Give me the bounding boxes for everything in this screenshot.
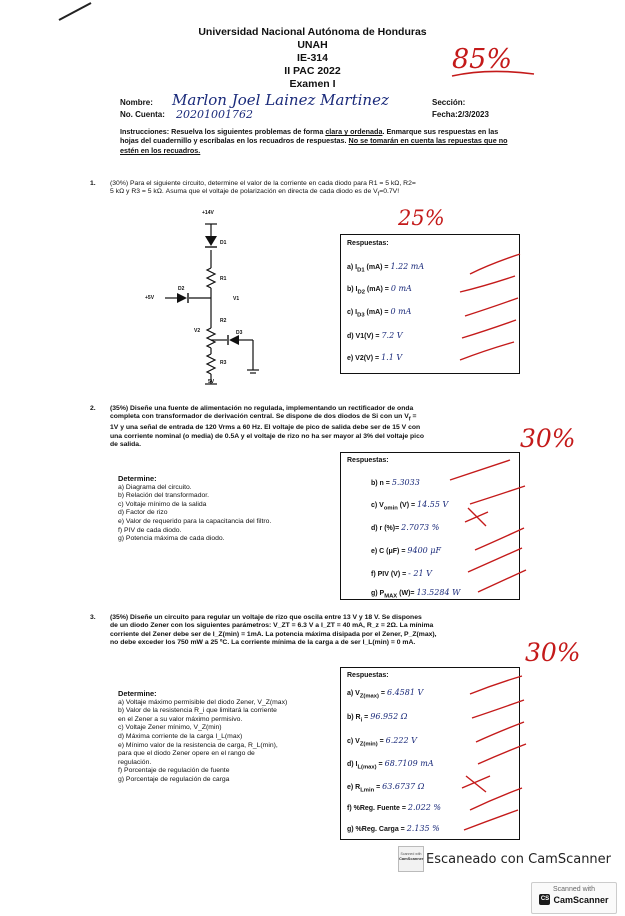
q1-answer-d-value: 7.2 V — [381, 331, 403, 340]
q1-answer-e-label: e) V2(V) = — [347, 355, 380, 362]
grade-underline — [448, 66, 538, 82]
q2-line-2-end: = — [410, 413, 417, 421]
q1-answers-title: Respuestas: — [347, 240, 389, 247]
q1-statement — [110, 180, 530, 199]
q1-line-2 — [110, 188, 530, 199]
q2-determine-d: d) Factor de rizo — [118, 509, 168, 517]
camscanner-badge — [531, 882, 617, 914]
q1-answer-c-sub: D3 — [357, 312, 365, 319]
q3-line-1: (35%) Diseñe un circuito para regular un voltaje de rizo que oscila entre 13 V y 18 V. Se dispones — [110, 614, 422, 621]
instructions-warning: No se tomarán en cuenta las repuestas que no estén en los recuadros. — [120, 136, 508, 155]
q2-number: 2. — [90, 405, 96, 412]
q1-answer-d — [347, 331, 402, 340]
q2-determine-b: b) Relación del transformador. — [118, 492, 210, 500]
q1-line-2-sub: f — [377, 191, 380, 198]
q3-answer-c-label: c) V — [347, 738, 360, 745]
q2-answer-d — [371, 523, 439, 532]
q2-answer-f-label: f) PIV (V) = — [371, 571, 407, 578]
instructions-body: . Enmarque sus respuestas en las hojas del cuadernillo y escríbalas en los recuadros de respuestas. — [120, 127, 499, 146]
q3-answer-a — [347, 688, 423, 699]
q3-answer-c-value: 6.222 V — [385, 736, 417, 745]
q3-determine-a: a) Voltaje máximo permisible del diodo Zener, V_Z(max) — [118, 698, 288, 706]
q2-determine-f: f) PIV de cada diodo. — [118, 526, 182, 534]
q2-determine-title: Determine: — [118, 474, 157, 483]
q2-answer-b-label: b) n = — [371, 480, 390, 487]
q3-determine-e-cont: para que el diodo Zener opere en el rango de — [118, 750, 255, 758]
circuit-vbottom: 5V — [208, 379, 215, 385]
q3-determine-title: Determine: — [118, 689, 157, 698]
q3-answer-c-sub: Z(min) — [359, 741, 378, 748]
q3-line-2: de un diodo Zener con los siguientes parámetros: V_ZT = 6.3 V a I_ZT = 40 mA, R_z = 2Ω. La mínima — [110, 622, 434, 630]
q2-answer-b-value: 5.3033 — [391, 478, 420, 487]
circuit-d3: D3 — [236, 330, 243, 336]
q3-determine-b-cont: en el Zener a su valor máximo permisivo. — [118, 715, 243, 723]
q1-answer-a-sub: D1 — [357, 267, 365, 274]
q1-answer-b-sub: D2 — [357, 289, 365, 296]
q1-line-1: (30%) Para el siguiente circuito, determine el valor de la corriente en cada diodo para R1 = 5 kΩ, R2= — [110, 180, 416, 187]
q3-answer-a-unit: = — [378, 690, 385, 697]
q3-score: 30% — [525, 638, 581, 667]
circuit-v1: V1 — [233, 296, 240, 302]
q1-circuit-diagram — [135, 210, 285, 390]
instructions-prefix: Instrucciones: Resuelva los siguientes problemas de forma — [120, 127, 326, 136]
q3-determine-d: d) Máxima corriente de la carga I_L(max) — [118, 732, 243, 740]
q3-answer-c-unit: = — [377, 738, 384, 745]
section-label: Sección: — [432, 98, 466, 107]
q1-answer-c-label: c) I — [347, 309, 358, 316]
q2-line-3: 1V y una señal de entrada de 120 Vrms a 60 Hz. El voltaje de pico de salida debe ser de 15 V con — [110, 424, 421, 432]
q1-answer-b-value: 0 mA — [390, 284, 412, 293]
circuit-vleft: +5V — [145, 295, 155, 301]
q1-answer-a-label: a) I — [347, 264, 358, 271]
scanned-with-text: Escaneado con CamScanner — [426, 852, 612, 867]
q2-answers-title: Respuestas: — [347, 457, 389, 464]
academic-period: II PAC 2022 — [284, 65, 341, 77]
q3-answer-b-unit: = — [362, 714, 369, 721]
account-label: No. Cuenta: — [120, 110, 165, 119]
q3-number: 3. — [90, 614, 96, 621]
total-grade: 85% — [452, 44, 513, 75]
q2-answer-b — [371, 478, 420, 487]
q3-determine-b: b) Valor de la resistencia R_i que limitará la corriente — [118, 707, 277, 715]
q2-answer-c — [371, 500, 448, 511]
q2-line-4: una corriente nominal (o media) de 0.5A y el voltaje de rizo no ha ser mayor al 3% del voltaje pico — [110, 432, 425, 440]
q3-answer-e-sub: Lmin — [360, 787, 375, 794]
q2-answer-g-unit: (W)= — [397, 590, 415, 597]
circuit-r1: R1 — [220, 276, 227, 282]
q3-answer-b-value: 96.952 Ω — [370, 712, 408, 721]
q3-determine-e: e) Mínimo valor de la resistencia de carga, R_L(min), — [118, 741, 278, 749]
q3-statement — [110, 614, 530, 648]
circuit-vtop: +14V — [202, 210, 214, 216]
q2-answer-c-unit: (V) = — [397, 502, 416, 509]
account-number: 20201001762 — [176, 108, 253, 121]
q2-answer-e-value: 9400 μF — [407, 546, 442, 555]
circuit-v2: V2 — [194, 328, 201, 334]
q2-answer-f-value: - 21 V — [408, 569, 432, 578]
q3-determine-g: g) Porcentaje de regulación de carga — [118, 775, 230, 783]
pen-stroke-mark — [55, 0, 95, 22]
q1-check-marks — [440, 246, 530, 376]
camscanner-badge-line-1: Scanned with — [552, 886, 596, 893]
q1-answer-d-label: d) V1(V) = — [347, 333, 380, 340]
camscanner-stamp-line-2: CamScanner — [399, 856, 424, 861]
q2-answer-g-label: g) P — [371, 590, 385, 597]
q2-line-2 — [110, 413, 530, 424]
q3-determine-f: f) Porcentaje de regulación de fuente — [118, 767, 230, 775]
university-title: Universidad Nacional Autónoma de Honduras — [198, 26, 427, 38]
q2-answer-e-label: e) C (μF) = — [371, 548, 406, 555]
q2-line-2-sub: f — [408, 416, 411, 423]
circuit-r3: R3 — [220, 360, 227, 366]
q2-answer-c-sub: omin — [383, 505, 398, 512]
q1-answer-a — [347, 262, 424, 273]
q1-answer-a-value: 1.22 mA — [390, 262, 425, 271]
q3-answer-a-label: a) V — [347, 690, 360, 697]
circuit-r2: R2 — [220, 318, 227, 324]
q1-answer-e-value: 1.1 V — [381, 353, 403, 362]
q2-answer-d-value: 2.7073 % — [401, 523, 440, 532]
q1-answer-e — [347, 353, 402, 362]
q1-answer-c-value: 0 mA — [390, 307, 412, 316]
name-label: Nombre: — [120, 98, 153, 107]
q2-check-marks — [440, 456, 535, 601]
q3-answer-d-unit: = — [376, 761, 383, 768]
q2-determine-list — [118, 475, 271, 544]
q1-answer-a-unit: (mA) = — [364, 264, 389, 271]
q3-answer-d-label: d) I — [347, 761, 358, 768]
q3-answer-e — [347, 782, 424, 793]
q3-answer-e-label: e) R — [347, 784, 361, 791]
q1-answer-b — [347, 284, 412, 295]
q3-answer-b-label: b) R — [347, 714, 361, 721]
q3-answer-e-value: 63.6737 Ω — [382, 782, 425, 791]
q3-answers-title: Respuestas: — [347, 672, 389, 679]
q2-determine-a: a) Diagrama del circuito. — [118, 483, 192, 491]
q3-answer-f-label: f) %Reg. Fuente = — [347, 805, 406, 812]
instructions — [120, 127, 518, 155]
university-acronym: UNAH — [297, 39, 328, 51]
q3-answer-f-value: 2.022 % — [407, 803, 441, 812]
q3-check-marks — [440, 670, 535, 842]
q2-answer-c-value: 14.55 V — [417, 500, 449, 509]
q1-answer-c — [347, 307, 411, 318]
q3-answer-g-value: 2.135 % — [406, 824, 440, 833]
q3-determine-list — [118, 690, 287, 785]
q1-score: 25% — [398, 206, 445, 230]
q1-answer-c-unit: (mA) = — [364, 309, 389, 316]
q2-answer-e — [371, 546, 441, 555]
q3-answer-d — [347, 759, 434, 770]
q2-answer-g-value: 13.5284 W — [416, 588, 461, 597]
exam-title: Examen I — [289, 78, 336, 90]
q2-determine-g: g) Potencia máxima de cada diodo. — [118, 535, 225, 543]
q2-determine-e: e) Valor de requerido para la capacitancia del filtro. — [118, 517, 272, 525]
q2-line-1: (35%) Diseñe una fuente de alimentación no regulada, implementando un rectificador de onda — [110, 405, 414, 412]
q3-answer-a-sub: Z(max) — [359, 693, 379, 700]
exam-date: Fecha:2/3/2023 — [432, 110, 489, 119]
q2-answer-g-sub: MAX — [384, 593, 398, 600]
q1-line-2-end: =0.7V! — [379, 188, 400, 196]
circuit-d1: D1 — [220, 240, 227, 246]
q3-answer-d-sub: L(max) — [357, 764, 377, 771]
q3-answer-c — [347, 736, 417, 747]
q3-answer-b — [347, 712, 407, 723]
circuit-d2: D2 — [178, 286, 185, 292]
q3-determine-e-cont2: regulación. — [118, 758, 152, 766]
instructions-emphasis: clara y ordenada — [325, 127, 383, 136]
q2-answer-f — [371, 569, 432, 578]
q1-number: 1. — [90, 180, 96, 187]
q3-line-3: corriente del Zener debe ser de I_Z(min) = 1mA. La potencia máxima disipada por el Zener, P_Z(max), — [110, 630, 437, 638]
camscanner-badge-line-2: CamScanner — [553, 894, 609, 905]
q2-answer-c-label: c) V — [371, 502, 384, 509]
camscanner-logo-icon: CS — [539, 894, 550, 905]
q2-answer-d-label: d) r (%)= — [371, 525, 400, 532]
q1-answer-b-label: b) I — [347, 286, 358, 293]
q3-answer-e-unit: = — [374, 784, 381, 791]
q3-answer-d-value: 68.7109 mA — [384, 759, 434, 768]
q2-line-5: de salida. — [110, 440, 141, 448]
student-name: Marlon Joel Lainez Martinez — [172, 91, 389, 109]
q3-determine-c: c) Voltaje Zener mínimo, V_Z(min) — [118, 724, 222, 732]
q2-line-2-text: completa con transformador de derivación central. Se dispone de dos diodos de Si con un V — [110, 413, 409, 421]
q1-answer-b-unit: (mA) = — [364, 286, 389, 293]
camscanner-stamp — [398, 846, 424, 872]
q1-line-2-text: 5 kΩ y R3 = 5 kΩ. Asuma que el voltaje de polarización en directa de cada diodo es de V — [110, 188, 378, 196]
q2-statement — [110, 405, 530, 449]
q3-answer-g-label: g) %Reg. Carga = — [347, 826, 405, 833]
q3-line-4: no debe exceder los 750 mW a 25 ºC. La corriente mínima de la carga a de ser I_L(min) = 0 mA. — [110, 639, 416, 647]
q3-answer-f — [347, 803, 441, 812]
course-code: IE-314 — [297, 52, 328, 64]
q2-determine-c: c) Voltaje mínimo de la salida — [118, 500, 207, 508]
camscanner-stamp-line-1: Scanned with — [400, 852, 422, 856]
q3-answer-g — [347, 824, 440, 833]
q3-answer-a-value: 6.4581 V — [386, 688, 424, 697]
q2-score: 30% — [520, 424, 576, 453]
q3-answer-b-sub: i — [360, 717, 363, 724]
